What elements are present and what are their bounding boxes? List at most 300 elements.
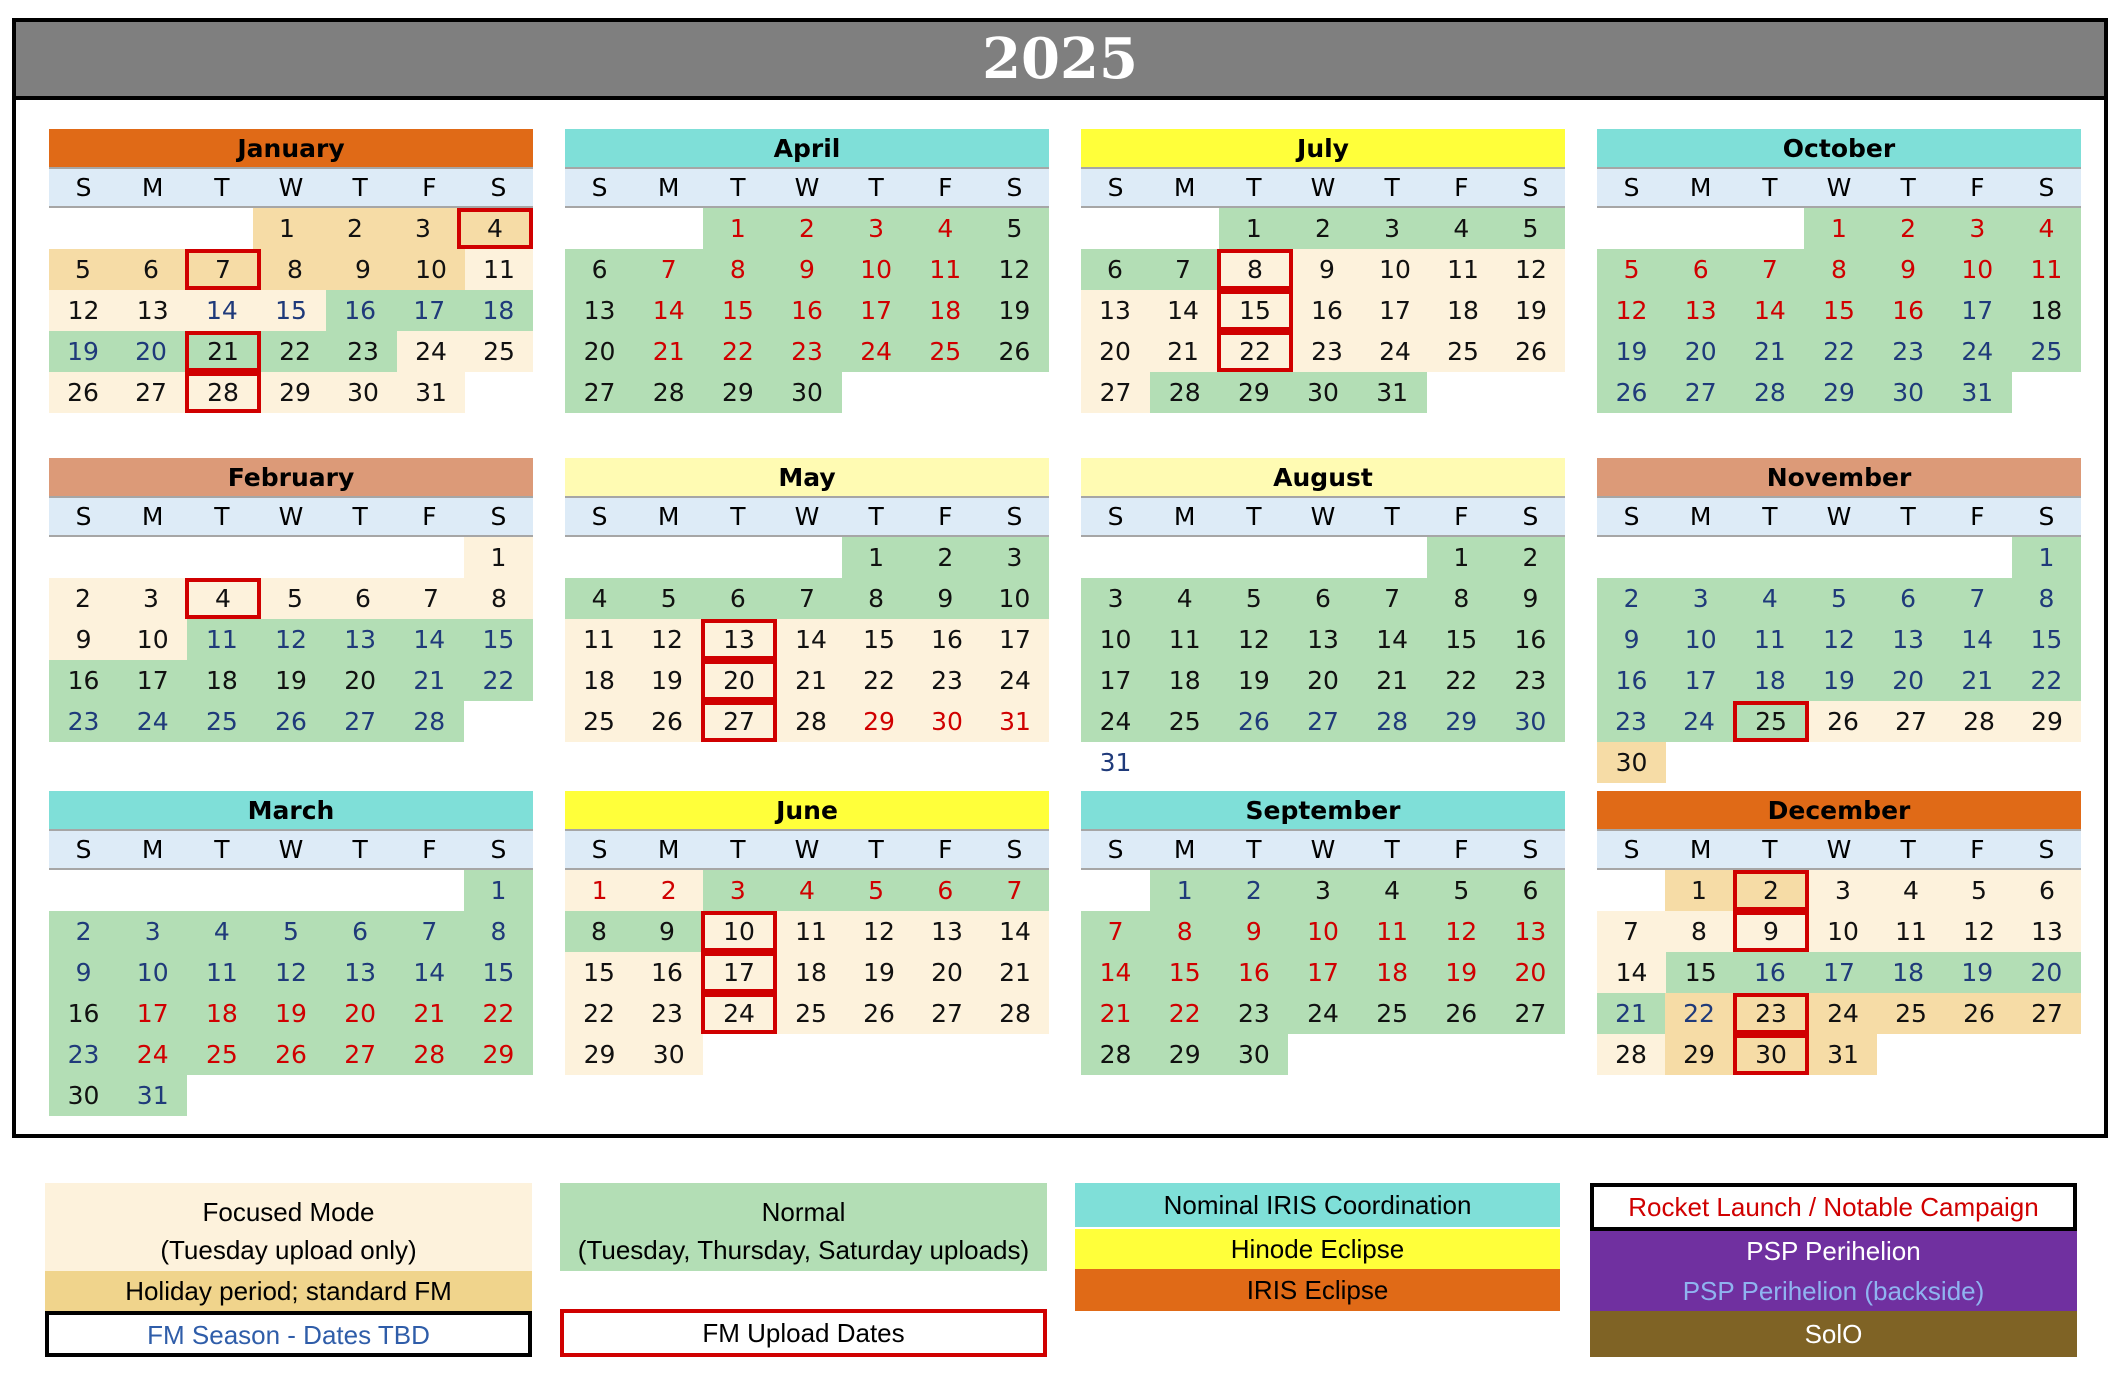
month-title: December (1597, 791, 2081, 829)
week-row (565, 249, 1049, 290)
day-cell: 17 (1081, 660, 1150, 701)
day-cell: 5 (842, 870, 911, 911)
day-cell: 31 (1358, 372, 1427, 413)
month-title: October (1597, 129, 2081, 167)
month-march (49, 791, 533, 1110)
month-february (49, 458, 533, 758)
week-row (1081, 290, 1565, 331)
day-cell: 30 (772, 372, 841, 413)
weekday-label: T (1246, 173, 1262, 202)
day-cell: 28 (1081, 1034, 1150, 1075)
day-cell: 5 (1804, 578, 1873, 619)
weekday-label: W (794, 835, 820, 864)
day-cell: 4 (2012, 208, 2081, 249)
weekday-header (1081, 167, 1565, 208)
day-cell: 17 (395, 290, 464, 331)
weekday-label: M (1689, 173, 1712, 202)
weekday-header (565, 496, 1049, 537)
week-row (1081, 331, 1565, 372)
weekday-label: T (1762, 173, 1778, 202)
day-cell: 21 (1943, 660, 2012, 701)
empty-cell (1081, 208, 1150, 249)
day-cell: 16 (326, 290, 395, 331)
day-cell: 1 (1150, 870, 1219, 911)
day-cell: 12 (1219, 619, 1288, 660)
day-cell: 24 (1809, 993, 1877, 1034)
day-cell: 17 (1288, 952, 1357, 993)
week-row (1081, 870, 1565, 911)
day-cell: 20 (117, 331, 185, 372)
day-cell: 6 (326, 911, 395, 952)
week-row (565, 952, 1049, 993)
day-cell: 8 (1150, 911, 1219, 952)
day-cell: 8 (703, 249, 772, 290)
day-cell: 11 (2012, 249, 2081, 290)
week-row (1597, 578, 2081, 619)
day-cell: 19 (49, 331, 117, 372)
fm-upload-day: 10 (701, 911, 777, 952)
empty-cell (1288, 742, 1357, 783)
weekday-label: M (657, 835, 680, 864)
day-cell: 1 (464, 537, 533, 578)
fm-upload-day: 23 (1733, 993, 1809, 1034)
empty-cell (911, 1034, 980, 1075)
day-cell: 15 (845, 619, 913, 660)
day-cell: 2 (49, 578, 117, 619)
empty-cell (1358, 1034, 1427, 1075)
day-cell: 27 (1496, 993, 1565, 1034)
day-cell: 12 (1597, 290, 1666, 331)
weekday-label: F (422, 502, 437, 531)
day-cell: 29 (2013, 701, 2081, 742)
week-row (49, 911, 533, 952)
day-cell: 18 (565, 660, 633, 701)
day-cell: 4 (1735, 578, 1804, 619)
weekday-header (1081, 829, 1565, 870)
day-cell: 18 (2012, 290, 2081, 331)
day-cell: 16 (633, 952, 701, 993)
day-cell: 8 (465, 578, 533, 619)
day-cell: 11 (565, 619, 633, 660)
empty-cell (326, 1075, 395, 1116)
empty-cell (256, 870, 325, 911)
weekday-label: M (1173, 173, 1196, 202)
day-cell: 3 (703, 870, 772, 911)
day-cell: 25 (777, 993, 845, 1034)
empty-cell (395, 1075, 464, 1116)
week-row (1597, 372, 2081, 413)
weekday-header (1597, 167, 2081, 208)
legend-psp-backside: PSP Perihelion (backside) (1590, 1271, 2077, 1311)
fm-upload-day: 30 (1733, 1034, 1809, 1075)
day-cell: 3 (1666, 578, 1735, 619)
day-cell: 1 (1427, 537, 1496, 578)
day-cell: 7 (395, 911, 464, 952)
day-cell: 20 (565, 331, 634, 372)
fm-upload-day: 4 (185, 578, 261, 619)
day-cell: 24 (1081, 701, 1150, 742)
empty-cell (1666, 742, 1735, 783)
day-cell: 12 (845, 911, 913, 952)
day-cell: 1 (703, 208, 772, 249)
empty-cell (1496, 372, 1565, 413)
weekday-label: S (490, 173, 507, 202)
week-row (565, 290, 1049, 331)
day-cell: 6 (1288, 578, 1357, 619)
month-title: January (49, 129, 533, 167)
day-cell: 23 (1293, 331, 1361, 372)
weekday-label: S (490, 835, 507, 864)
weekday-label: F (1454, 502, 1469, 531)
day-cell: 22 (845, 660, 913, 701)
day-cell: 22 (464, 993, 533, 1034)
day-cell: 28 (1945, 701, 2013, 742)
day-cell: 2 (1219, 870, 1288, 911)
empty-cell (634, 208, 703, 249)
day-cell: 18 (1358, 952, 1427, 993)
legend-rocket-launch: Rocket Launch / Notable Campaign (1590, 1183, 2077, 1231)
legend-normal-title: Normal (761, 1197, 846, 1227)
weekday-label: M (141, 502, 164, 531)
day-cell: 26 (1427, 993, 1496, 1034)
week-row (1081, 1034, 1565, 1075)
day-cell: 14 (1081, 952, 1150, 993)
day-cell: 18 (777, 952, 845, 993)
day-cell: 28 (634, 372, 703, 413)
day-cell: 26 (633, 701, 701, 742)
weekday-label: S (1006, 173, 1023, 202)
day-cell: 3 (1358, 208, 1427, 249)
day-cell: 22 (1427, 660, 1496, 701)
day-cell: 13 (565, 290, 634, 331)
empty-cell (1874, 742, 1943, 783)
week-row (565, 619, 1049, 660)
empty-cell (842, 372, 911, 413)
empty-cell (117, 208, 185, 249)
month-title: February (49, 458, 533, 496)
day-cell: 26 (1497, 331, 1565, 372)
day-cell: 7 (1149, 249, 1217, 290)
week-row (565, 911, 1049, 952)
weekday-label: T (1900, 173, 1916, 202)
day-cell: 29 (565, 1034, 634, 1075)
day-cell: 24 (981, 660, 1049, 701)
fm-upload-day: 27 (701, 701, 777, 742)
day-cell: 28 (1358, 701, 1427, 742)
day-cell: 9 (633, 911, 701, 952)
day-cell: 3 (118, 911, 187, 952)
day-cell: 19 (1219, 660, 1288, 701)
day-cell: 1 (464, 870, 533, 911)
fm-upload-day: 4 (457, 208, 533, 249)
day-cell: 7 (980, 870, 1049, 911)
day-cell: 3 (842, 208, 911, 249)
month-december (1597, 791, 2081, 1091)
empty-cell (187, 1075, 256, 1116)
legend-fm-season: FM Season - Dates TBD (45, 1311, 532, 1357)
fm-upload-day: 8 (1217, 249, 1293, 290)
day-cell: 5 (1496, 208, 1565, 249)
weekday-label: W (1826, 835, 1852, 864)
day-cell: 7 (634, 249, 703, 290)
day-cell: 8 (261, 249, 329, 290)
week-row (565, 537, 1049, 578)
day-cell: 25 (565, 701, 633, 742)
day-cell: 29 (1804, 372, 1873, 413)
day-cell: 6 (1081, 249, 1149, 290)
week-row (1597, 537, 2081, 578)
day-cell: 10 (842, 249, 911, 290)
weekday-label: W (1826, 502, 1852, 531)
weekday-label: T (1762, 502, 1778, 531)
day-cell: 30 (1496, 701, 1565, 742)
day-cell: 10 (980, 578, 1049, 619)
day-cell: 22 (1665, 993, 1733, 1034)
day-cell: 17 (1943, 290, 2012, 331)
weekday-label: T (1900, 502, 1916, 531)
day-cell: 17 (981, 619, 1049, 660)
day-cell: 10 (397, 249, 465, 290)
weekday-label: S (591, 173, 608, 202)
weekday-label: W (278, 173, 304, 202)
day-cell: 26 (256, 701, 325, 742)
empty-cell (187, 537, 256, 578)
day-cell: 9 (1874, 249, 1943, 290)
month-title: August (1081, 458, 1565, 496)
day-cell: 3 (1809, 870, 1877, 911)
day-cell: 6 (911, 870, 980, 911)
weekday-label: S (2038, 835, 2055, 864)
weekday-label: S (1522, 502, 1539, 531)
weekday-label: T (1246, 502, 1262, 531)
day-cell: 12 (256, 952, 325, 993)
day-cell: 9 (49, 619, 118, 660)
day-cell: 11 (1358, 911, 1427, 952)
day-cell: 13 (913, 911, 981, 952)
day-cell: 19 (1427, 952, 1496, 993)
day-cell: 16 (1496, 619, 1565, 660)
day-cell: 24 (1361, 331, 1429, 372)
month-title: July (1081, 129, 1565, 167)
day-cell: 10 (118, 952, 187, 993)
weekday-label: W (278, 502, 304, 531)
day-cell: 16 (772, 290, 841, 331)
week-row (49, 331, 533, 372)
empty-cell (1804, 742, 1873, 783)
empty-cell (772, 537, 841, 578)
day-cell: 18 (911, 290, 980, 331)
day-cell: 12 (980, 249, 1049, 290)
empty-cell (326, 870, 395, 911)
day-cell: 7 (1943, 578, 2012, 619)
day-cell: 18 (1150, 660, 1219, 701)
week-row (49, 208, 533, 249)
week-row (49, 993, 533, 1034)
empty-cell (1666, 208, 1735, 249)
week-row (1597, 742, 2081, 783)
weekday-label: W (794, 502, 820, 531)
week-row (1081, 742, 1565, 783)
empty-cell (1358, 742, 1427, 783)
week-row (1597, 911, 2081, 952)
empty-cell (1943, 742, 2012, 783)
weekday-label: S (1107, 502, 1124, 531)
day-cell: 27 (1288, 701, 1357, 742)
day-cell: 23 (633, 993, 701, 1034)
empty-cell (464, 1075, 533, 1116)
day-cell: 24 (842, 331, 911, 372)
weekday-label: T (214, 173, 230, 202)
empty-cell (1081, 537, 1150, 578)
day-cell: 27 (1877, 701, 1945, 742)
weekday-label: W (278, 835, 304, 864)
day-cell: 16 (1219, 952, 1288, 993)
day-cell: 9 (49, 952, 118, 993)
day-cell: 11 (187, 619, 256, 660)
day-cell: 14 (1735, 290, 1804, 331)
day-cell: 7 (1358, 578, 1427, 619)
day-cell: 4 (772, 870, 841, 911)
day-cell: 29 (1150, 1034, 1219, 1075)
weekday-label: F (422, 835, 437, 864)
day-cell: 22 (703, 331, 772, 372)
day-cell: 5 (1597, 249, 1666, 290)
day-cell: 28 (395, 1034, 464, 1075)
weekday-label: S (591, 502, 608, 531)
week-row (1081, 619, 1565, 660)
month-title: November (1597, 458, 2081, 496)
week-row (1081, 701, 1565, 742)
weekday-label: T (868, 835, 884, 864)
weekday-label: F (1454, 835, 1469, 864)
day-cell: 2 (1288, 208, 1357, 249)
weekday-label: T (1384, 502, 1400, 531)
fm-upload-day: 24 (701, 993, 777, 1034)
day-cell: 5 (1427, 870, 1496, 911)
week-row (49, 578, 533, 619)
day-cell: 2 (1496, 537, 1565, 578)
day-cell: 18 (1429, 290, 1497, 331)
day-cell: 6 (1666, 249, 1735, 290)
week-row (1597, 1034, 2081, 1075)
month-title: May (565, 458, 1049, 496)
empty-cell (842, 1034, 911, 1075)
week-row (49, 701, 533, 742)
day-cell: 21 (1149, 331, 1217, 372)
day-cell: 16 (1597, 660, 1666, 701)
day-cell: 4 (1358, 870, 1427, 911)
legend-normal (560, 1183, 1047, 1271)
month-october (1597, 129, 2081, 429)
day-cell: 21 (634, 331, 703, 372)
weekday-label: S (1006, 835, 1023, 864)
day-cell: 23 (329, 331, 397, 372)
empty-cell (49, 537, 118, 578)
day-cell: 14 (187, 290, 256, 331)
day-cell: 30 (1219, 1034, 1288, 1075)
empty-cell (634, 537, 703, 578)
day-cell: 3 (980, 537, 1049, 578)
day-cell: 3 (1081, 578, 1150, 619)
empty-cell (395, 870, 464, 911)
week-row (1081, 993, 1565, 1034)
day-cell: 31 (1099, 748, 1132, 777)
day-cell: 19 (1943, 952, 2012, 993)
day-cell: 8 (842, 578, 911, 619)
empty-cell (1804, 537, 1873, 578)
day-cell: 6 (329, 578, 397, 619)
day-cell: 31 (1943, 372, 2012, 413)
day-cell: 29 (703, 372, 772, 413)
day-cell: 11 (911, 249, 980, 290)
day-cell: 28 (1150, 372, 1219, 413)
day-cell: 30 (913, 701, 981, 742)
day-cell: 19 (1804, 660, 1873, 701)
empty-cell (911, 372, 980, 413)
fm-upload-day: 20 (701, 660, 777, 701)
weekday-label: T (352, 173, 368, 202)
calendar-frame (12, 18, 2108, 1138)
day-cell: 14 (981, 911, 1049, 952)
weekday-label: S (591, 835, 608, 864)
empty-cell (1666, 537, 1735, 578)
day-cell: 30 (49, 1075, 118, 1116)
day-cell: 31 (1809, 1034, 1877, 1075)
day-cell: 13 (1874, 619, 1943, 660)
day-cell: 9 (1597, 619, 1666, 660)
day-cell: 23 (49, 1034, 118, 1075)
day-cell: 4 (565, 578, 634, 619)
empty-cell (256, 537, 325, 578)
day-cell: 24 (1288, 993, 1357, 1034)
empty-cell (1427, 742, 1496, 783)
day-cell: 15 (1804, 290, 1873, 331)
day-cell: 11 (777, 911, 845, 952)
empty-cell (326, 537, 395, 578)
day-cell: 28 (1597, 1034, 1665, 1075)
day-cell: 1 (565, 870, 634, 911)
day-cell: 4 (1150, 578, 1219, 619)
day-cell: 20 (1081, 331, 1149, 372)
day-cell: 11 (1150, 619, 1219, 660)
day-cell: 1 (842, 537, 911, 578)
year-title: 2025 (16, 22, 2104, 100)
day-cell: 4 (911, 208, 980, 249)
day-cell: 2 (1597, 578, 1666, 619)
day-cell: 14 (777, 619, 845, 660)
empty-cell (187, 870, 256, 911)
legend-holiday: Holiday period; standard FM (45, 1271, 532, 1311)
day-cell: 15 (1150, 952, 1219, 993)
week-row (1597, 331, 2081, 372)
fm-upload-day: 15 (1217, 290, 1293, 331)
fm-upload-day: 7 (185, 249, 261, 290)
empty-cell (49, 208, 117, 249)
empty-cell (1219, 742, 1288, 783)
week-row (1597, 870, 2081, 911)
week-row (49, 1075, 533, 1116)
empty-cell (1427, 1034, 1496, 1075)
week-row (49, 952, 533, 993)
day-cell: 9 (1293, 249, 1361, 290)
day-cell: 29 (464, 1034, 533, 1075)
day-cell: 21 (1081, 993, 1150, 1034)
fm-upload-day: 28 (185, 372, 261, 413)
day-cell: 6 (1496, 870, 1565, 911)
empty-cell (980, 372, 1049, 413)
day-cell: 12 (633, 619, 701, 660)
day-cell: 27 (326, 1034, 395, 1075)
